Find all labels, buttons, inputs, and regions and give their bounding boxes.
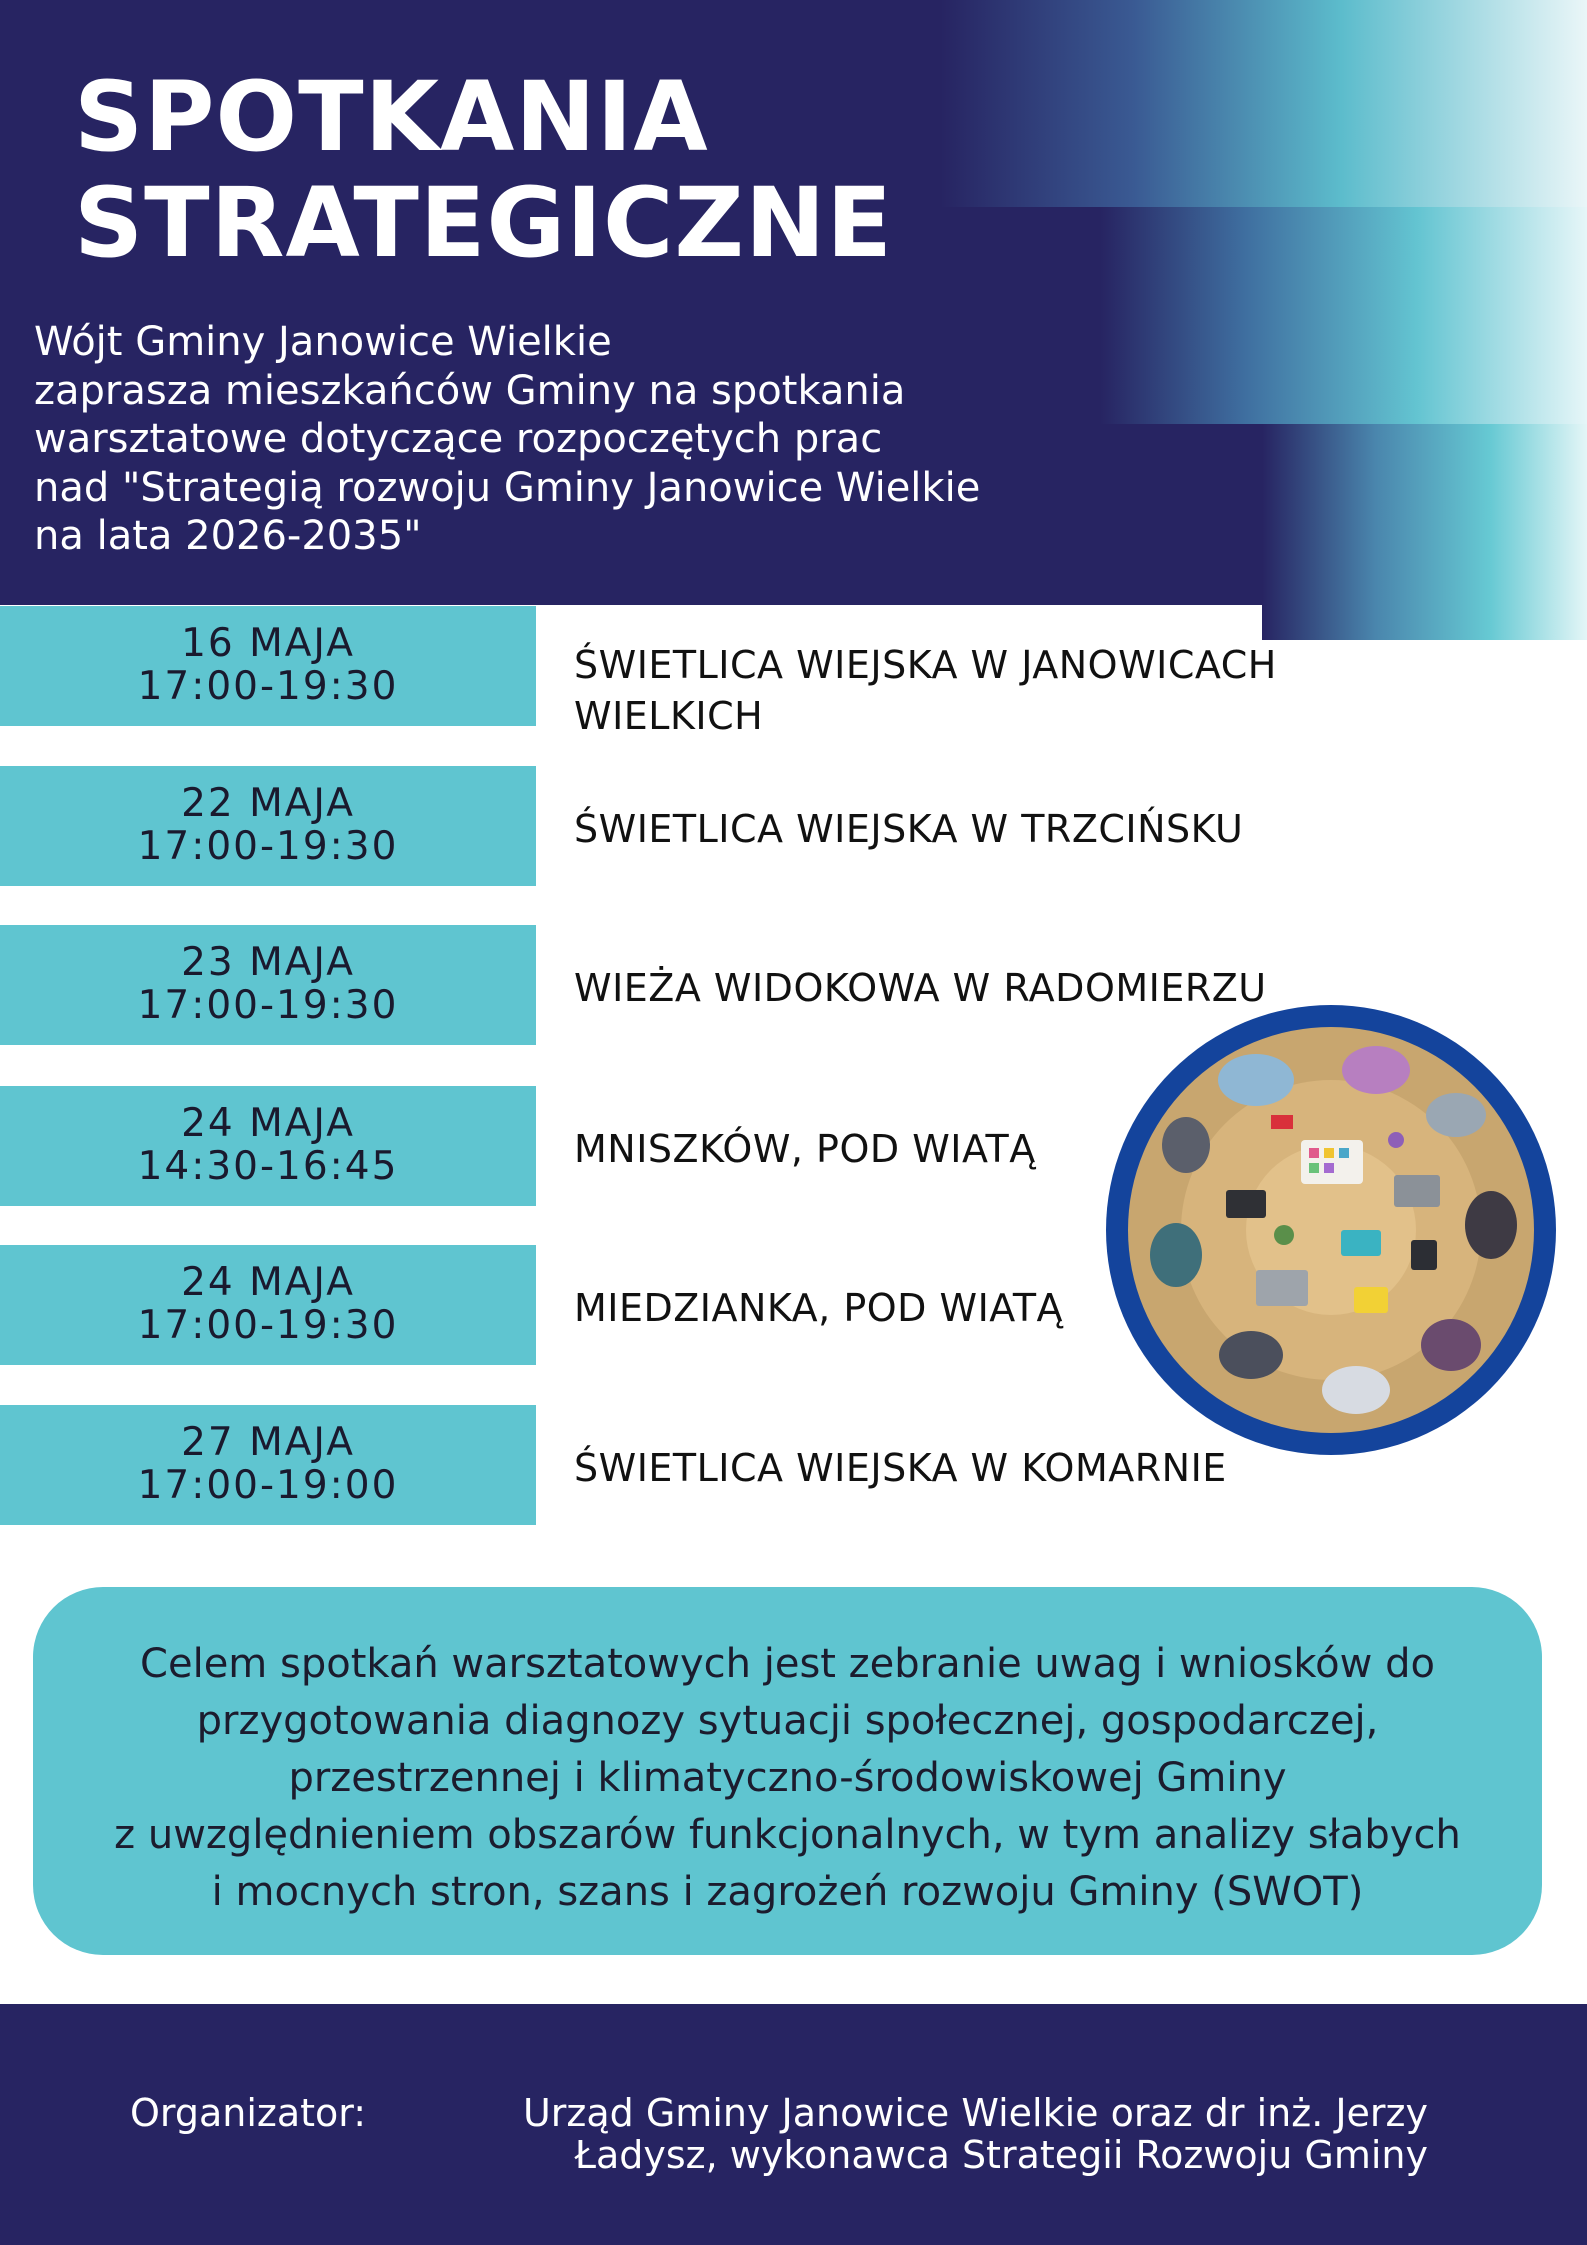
workshop-photo bbox=[1106, 1005, 1556, 1455]
organizer-text bbox=[426, 2092, 1428, 2176]
meeting-time: 17:00-19:30 bbox=[137, 1303, 399, 1348]
workshop-illustration bbox=[1106, 1005, 1556, 1455]
meeting-time: 17:00-19:30 bbox=[137, 664, 399, 709]
organizer-line: Urząd Gminy Janowice Wielkie oraz dr inż. Jerzy bbox=[522, 2091, 1428, 2135]
intro-line: warsztatowe dotyczące rozpoczętych prac bbox=[34, 416, 883, 462]
meeting-row bbox=[0, 766, 1587, 886]
organizer-line: Ładysz, wykonawca Strategii Rozwoju Gminy bbox=[574, 2133, 1428, 2177]
purpose-line: przestrzennej i klimatyczno-środowiskowej Gminy bbox=[288, 1755, 1287, 1801]
purpose-text bbox=[33, 1636, 1542, 1921]
invitation-text bbox=[34, 318, 1114, 561]
meeting-date: 22 MAJA bbox=[181, 781, 355, 826]
page-title bbox=[74, 61, 893, 279]
meeting-date: 24 MAJA bbox=[181, 1260, 355, 1305]
title-line: SPOTKANIA bbox=[74, 61, 709, 173]
meeting-date-box bbox=[0, 1086, 536, 1206]
gradient-decoration-middle bbox=[1100, 207, 1587, 424]
meeting-place: ŚWIETLICA WIEJSKA W JANOWICACH WIELKICH bbox=[574, 643, 1277, 738]
meeting-date-box bbox=[0, 766, 536, 886]
intro-line: na lata 2026-2035" bbox=[34, 513, 422, 559]
meeting-date-box bbox=[0, 1245, 536, 1365]
meeting-time: 17:00-19:30 bbox=[137, 983, 399, 1028]
purpose-line: i mocnych stron, szans i zagrożeń rozwoju Gminy (SWOT) bbox=[211, 1869, 1364, 1915]
meeting-date: 27 MAJA bbox=[181, 1420, 355, 1465]
intro-line: nad "Strategią rozwoju Gminy Janowice Wielkie bbox=[34, 464, 981, 511]
purpose-line: przygotowania diagnozy sytuacji społecznej, gospodarczej, bbox=[196, 1698, 1379, 1744]
meeting-place: MIEDZIANKA, POD WIATĄ bbox=[574, 1286, 1064, 1330]
meeting-place: WIEŻA WIDOKOWA W RADOMIERZU bbox=[574, 966, 1267, 1010]
meeting-date: 24 MAJA bbox=[181, 1101, 355, 1146]
meeting-date: 23 MAJA bbox=[181, 940, 355, 985]
intro-line: zaprasza mieszkańców Gminy na spotkania bbox=[34, 367, 906, 414]
meeting-row bbox=[0, 606, 1587, 738]
meeting-time: 17:00-19:30 bbox=[137, 824, 399, 869]
meeting-date: 16 MAJA bbox=[181, 621, 355, 666]
meeting-date-box bbox=[0, 606, 536, 726]
meeting-place: ŚWIETLICA WIEJSKA W TRZCIŃSKU bbox=[574, 807, 1244, 851]
gradient-decoration-top bbox=[940, 0, 1587, 207]
purpose-line: Celem spotkań warsztatowych jest zebranie uwag i wniosków do bbox=[140, 1641, 1435, 1687]
organizer-label: Organizator: bbox=[130, 2091, 367, 2135]
title-line: STRATEGICZNE bbox=[74, 167, 893, 279]
intro-line: Wójt Gminy Janowice Wielkie bbox=[34, 319, 612, 365]
meeting-place: ŚWIETLICA WIEJSKA W KOMARNIE bbox=[574, 1446, 1227, 1490]
purpose-panel bbox=[33, 1587, 1542, 1955]
footer bbox=[0, 2004, 1587, 2245]
meeting-date-box bbox=[0, 1405, 536, 1525]
meeting-date-box bbox=[0, 925, 536, 1045]
meeting-time: 14:30-16:45 bbox=[137, 1144, 399, 1189]
purpose-line: z uwzględnieniem obszarów funkcjonalnych, w tym analizy słabych bbox=[114, 1812, 1461, 1858]
meeting-time: 17:00-19:00 bbox=[137, 1463, 399, 1508]
meeting-place: MNISZKÓW, POD WIATĄ bbox=[574, 1127, 1036, 1171]
